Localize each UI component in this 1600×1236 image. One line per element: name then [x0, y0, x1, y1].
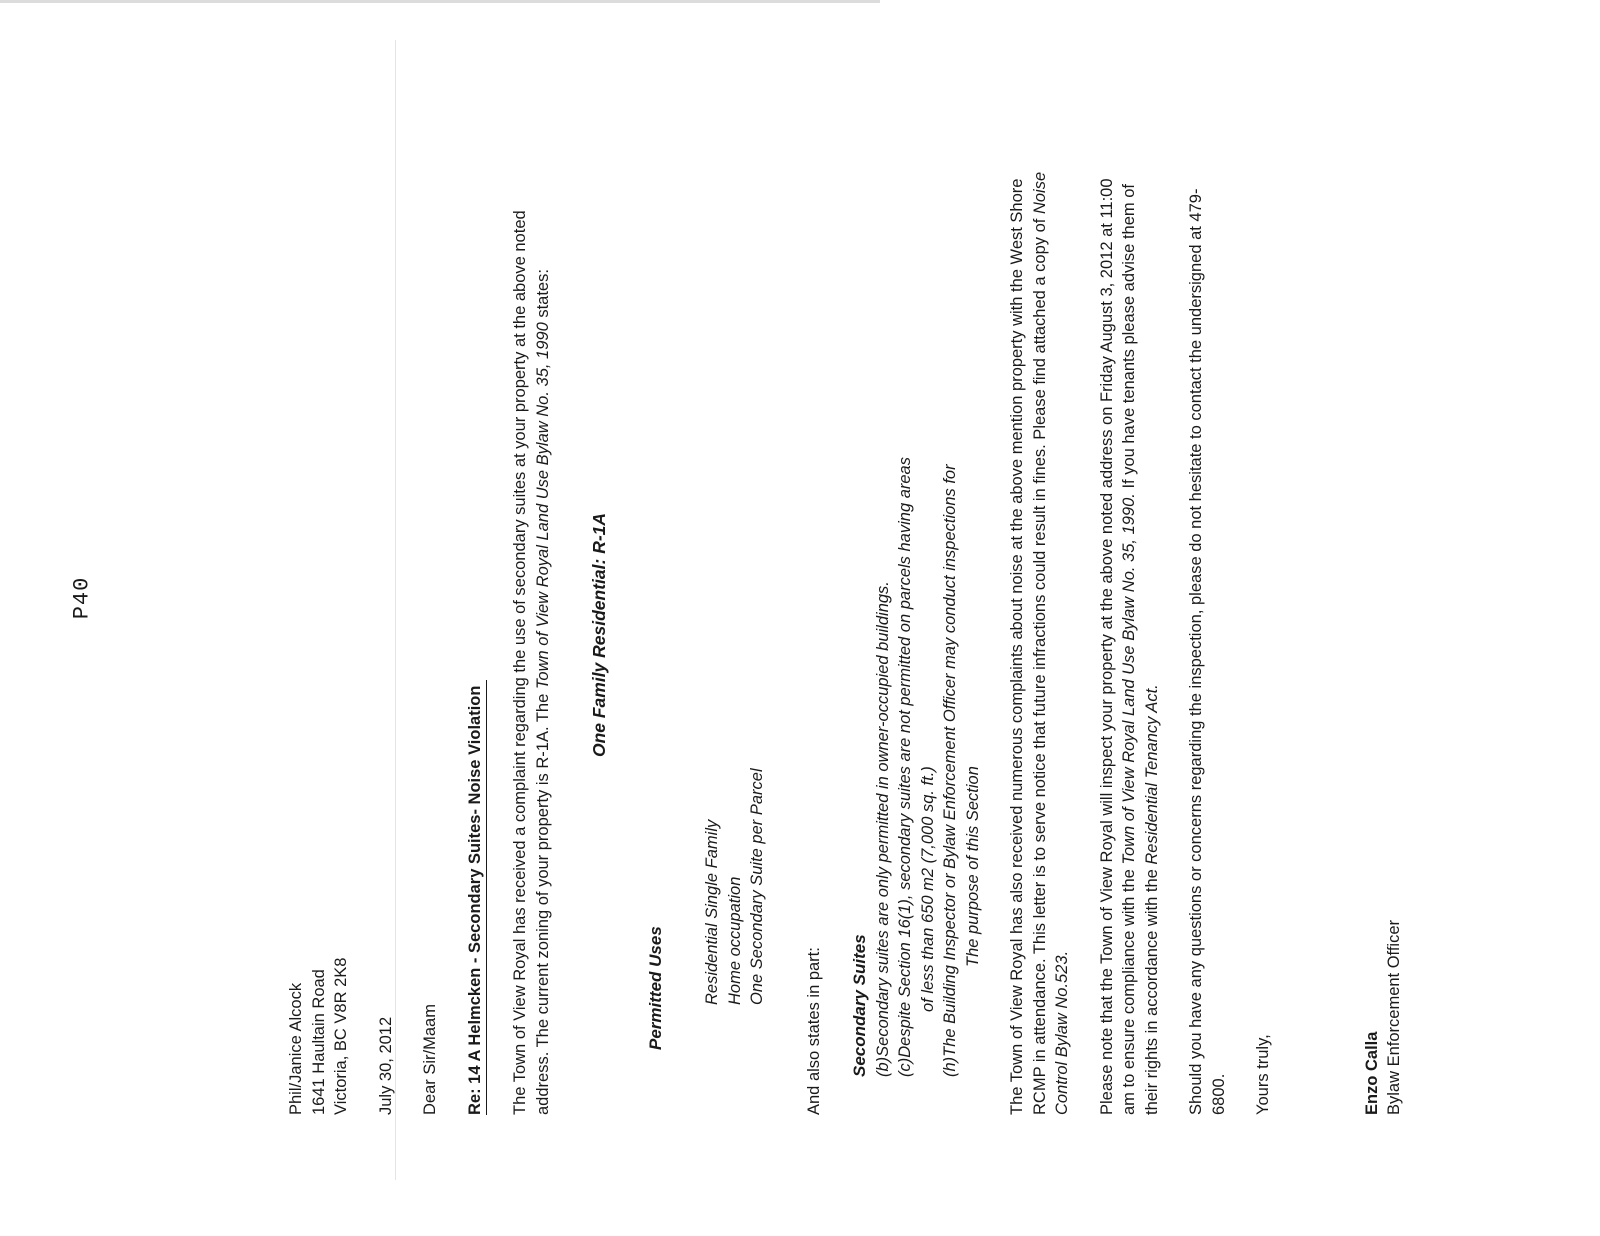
permitted-use-item: Residential Single Family — [703, 819, 721, 1005]
letter-date: July 30, 2012 — [376, 1016, 395, 1115]
scan-top-edge — [0, 0, 880, 3]
tenancy-act-ref: Residential Tenancy Act. — [1142, 684, 1161, 865]
subject-line — [464, 155, 488, 1115]
recipient-address — [285, 155, 353, 1115]
paragraph-inspection: Please note that the Town of View Royal will inspect your property at the above noted address on Friday August 3, 2012 at 11:00 am to ensure compliance with the Town of View Royal Land Use Bylaw No. 35, 1990. If you have tenants please advise them of their rights in accordance with the Residential Tenancy Act. — [1097, 178, 1161, 1115]
secondary-suites-list — [872, 155, 985, 1115]
land-use-bylaw-ref-2: Town of View Royal Land Use Bylaw No. 35, 1990. — [1120, 493, 1138, 865]
closing: Yours truly, — [1254, 1034, 1272, 1115]
subject-text: Re: 14 A Helmcken - Secondary Suites- Noise Violation — [464, 680, 488, 1115]
recipient-street: 1641 Haultain Road — [309, 969, 328, 1115]
secondary-suites-heading: Secondary Suites — [850, 934, 869, 1077]
signer-title: Bylaw Enforcement Officer — [1385, 919, 1403, 1115]
suite-item-h-cont: The purpose of this Section — [963, 766, 982, 967]
salutation: Dear Sir/Maam — [421, 1004, 439, 1115]
page-number: P40 — [69, 576, 95, 620]
zone-heading: One Family Residential: R-1A — [589, 512, 609, 758]
permitted-uses-heading: Permitted Uses — [645, 926, 665, 1050]
suite-item-b: (b)Secondary suites are only permitted in owner-occupied buildings. — [873, 581, 892, 1077]
suite-item-c: (c)Despite Section 16(1), secondary suites are not permitted on parcels having areas — [896, 457, 914, 1077]
recipient-city: Victoria, BC V8R 2K8 — [332, 957, 350, 1115]
recipient-name: Phil/Janice Alcock — [287, 982, 305, 1115]
permitted-uses-list — [701, 155, 769, 1115]
permitted-use-item: Home occupation — [725, 876, 744, 1005]
paragraph-noise: The Town of View Royal has also received numerous complaints about noise at the above mention property with the West Shore RCMP in attendance. This letter is to serve notice that future infractions could result in fines. Please find attached a copy of Noise Control Bylaw No.523. — [1008, 171, 1071, 1115]
permitted-use-item: One Secondary Suite per Parcel — [748, 768, 766, 1005]
land-use-bylaw-ref: Town of View Royal Land Use Bylaw No. 35, 1990 — [533, 322, 552, 690]
signature-block — [1361, 155, 1406, 1115]
signer-name: Enzo Calla — [1362, 1031, 1381, 1115]
noise-bylaw-ref: Noise Control Bylaw No.523. — [1030, 171, 1071, 1115]
paragraph-zoning: The Town of View Royal has received a complaint regarding the use of secondary suites at your property at the above noted address. The current zoning of your property is R-1A. The Town of View Royal Land Use Bylaw No. 35, 1990 states: — [511, 210, 552, 1115]
suite-item-h: (h)The Building Inspector or Bylaw Enforcement Officer may conduct inspections for — [941, 464, 959, 1077]
letter-body — [285, 155, 1406, 1115]
paragraph-contact: Should you have any questions or concerns regarding the inspection, please do not hesitate to contact the undersigned at 479-6800. — [1187, 188, 1228, 1115]
suite-item-c-cont: of less than 650 m2 (7,000 sq. ft.) — [918, 766, 937, 1012]
also-states-line: And also states in part: — [804, 947, 823, 1115]
